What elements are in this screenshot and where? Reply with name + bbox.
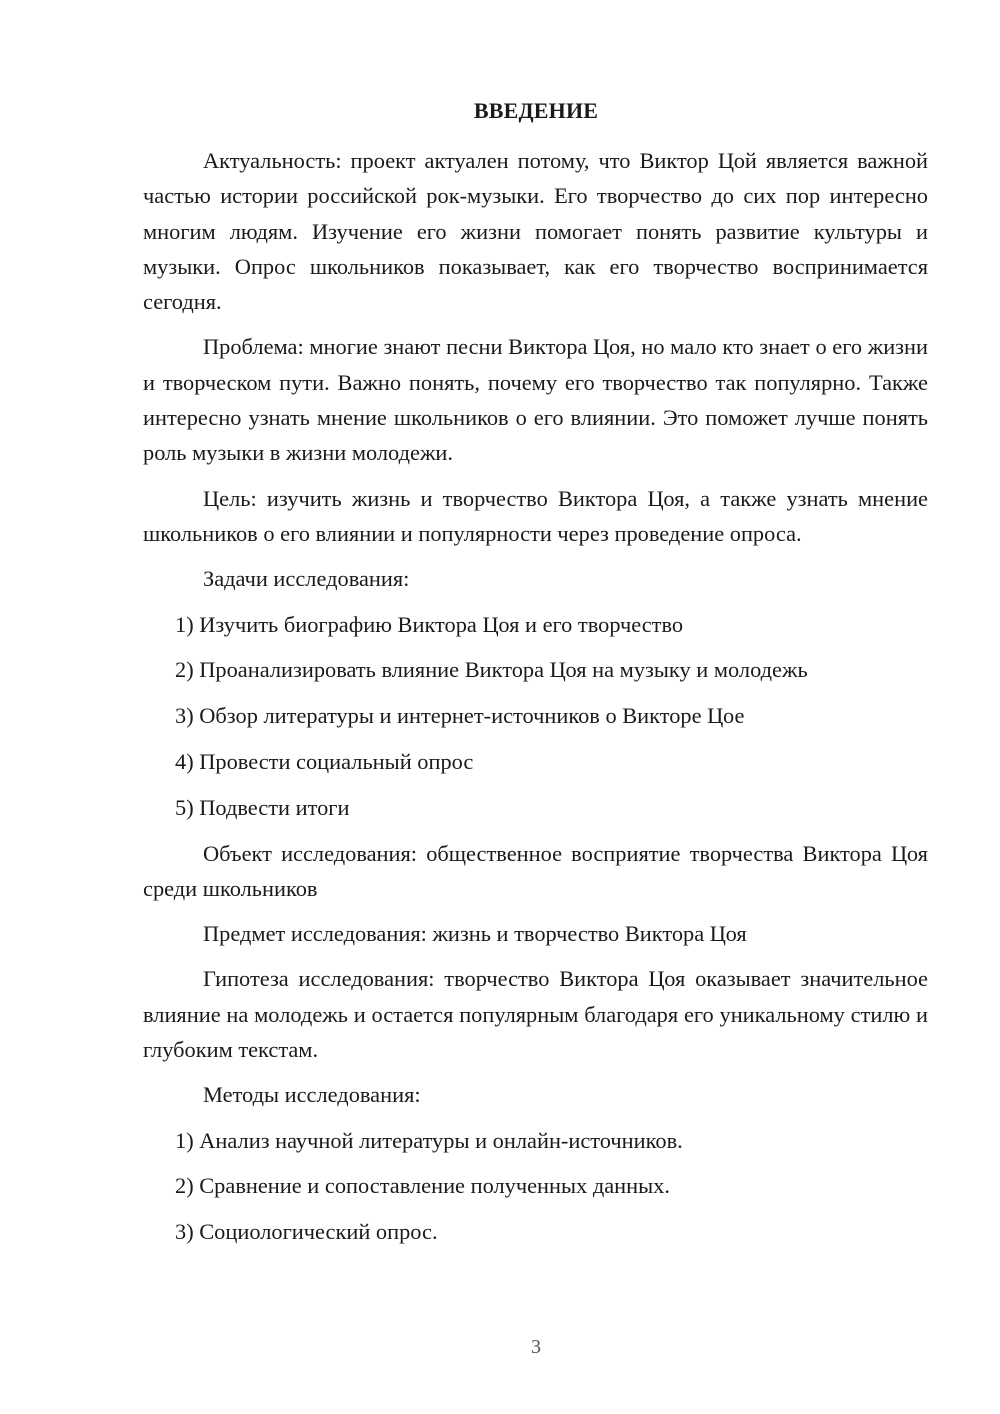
methods-list [143, 1123, 928, 1250]
list-item: 3) Социологический опрос. [175, 1219, 438, 1245]
subject-paragraph: Предмет исследования: жизнь и творчество Виктора Цоя [203, 921, 747, 947]
list-item: 4) Провести социальный опрос [175, 748, 474, 774]
relevance-paragraph: Актуальность: проект актуален потому, что Виктор Цой является важной частью истории российской рок-музыки. Его творчество до сих пор интересно многим людям. Изучение его жизни помогает понять развитие культуры и музыки. Опрос школьников показывает, как его творчество воспринимается сегодня. [143, 148, 928, 315]
goal-paragraph: Цель: изучить жизнь и творчество Виктора Цоя, а также узнать мнение школьников о его влиянии и популярности через проведение опроса. [143, 485, 928, 546]
tasks-list [143, 607, 928, 825]
methods-heading: Методы исследования: [203, 1082, 421, 1108]
page-number: 3 [531, 1336, 541, 1358]
list-item: 3) Обзор литературы и интернет-источников о Викторе Цое [175, 703, 745, 729]
tasks-heading: Задачи исследования: [203, 566, 410, 592]
hypothesis-paragraph: Гипотеза исследования: творчество Виктора Цоя оказывает значительное влияние на молодежь и остается популярным благодаря его уникальному стилю и глубоким текстам. [143, 966, 928, 1063]
list-item: 5) Подвести итоги [175, 794, 350, 820]
problem-paragraph: Проблема: многие знают песни Виктора Цоя, но мало кто знает о его жизни и творческом пути. Важно понять, почему его творчество так популярно. Также интересно узнать мнение школьников о его влиянии. Это поможет лучше понять роль музыки в жизни молодежи. [143, 334, 928, 466]
object-paragraph: Объект исследования: общественное восприятие творчества Виктора Цоя среди школьников [143, 840, 928, 901]
list-item: 2) Сравнение и сопоставление полученных данных. [175, 1173, 670, 1199]
list-item: 1) Анализ научной литературы и онлайн-источников. [175, 1127, 683, 1153]
list-item: 1) Изучить биографию Виктора Цоя и его творчество [175, 611, 684, 637]
list-item: 2) Проанализировать влияние Виктора Цоя на музыку и молодежь [175, 657, 808, 683]
document-body [143, 143, 928, 1260]
page-title: ВВЕДЕНИЕ [473, 98, 599, 123]
